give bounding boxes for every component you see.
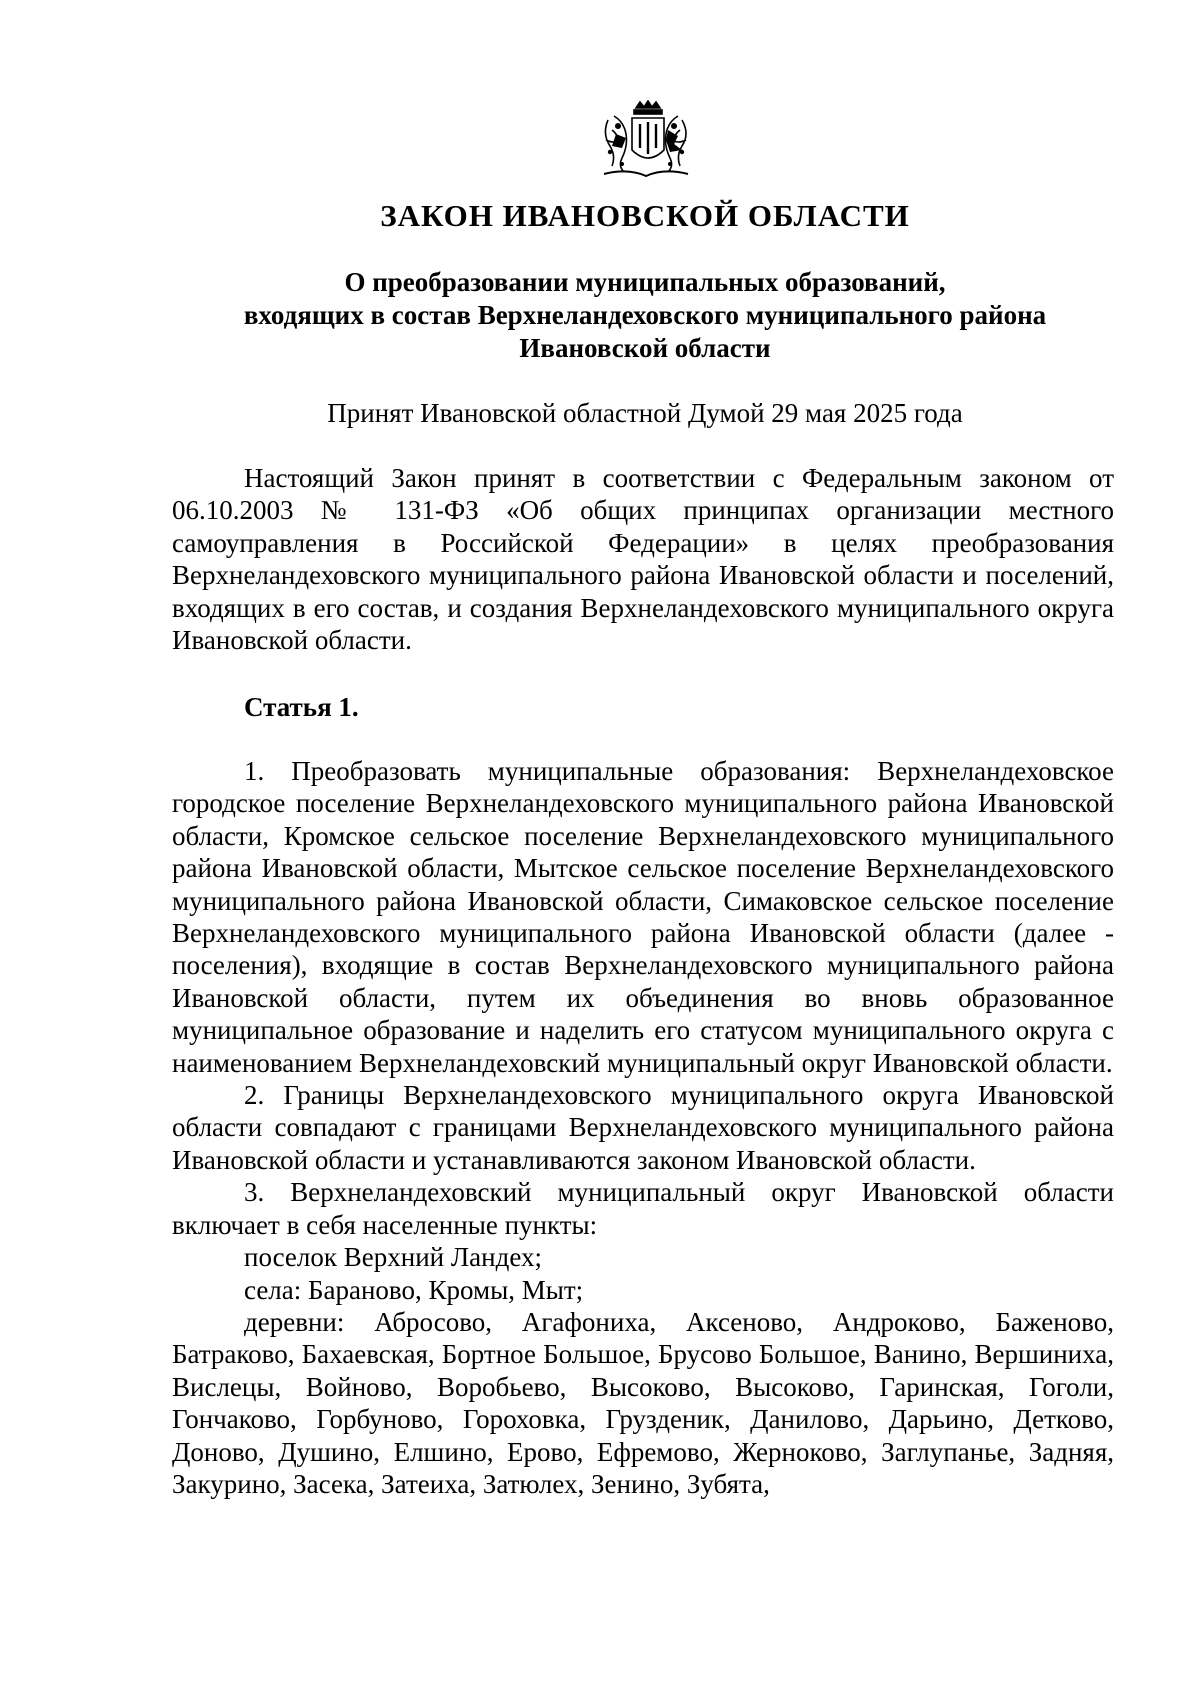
adoption-note: Принят Ивановской областной Думой 29 мая 2025 года [327,398,963,428]
preamble [172,462,1114,656]
article-paragraph: 2. Границы Верхнеландеховского муниципального округа Ивановской области совпадают с границами Верхнеландеховского муниципального района Ивановской области и устанавливаются законом Ивановской области. [172,1080,1114,1175]
article-paragraph: поселок Верхний Ландех; [244,1242,542,1273]
article-paragraph: деревни: Абросово, Агафониха, Аксеново, Андроково, Баженово, Батраково, Бахаевская, Бортное Большое, Брусово Большое, Ванино, Вершиниха, Вислецы, Войново, Воробьево, Высоково, Высоково, Гаринская, Гоголи, Гончаково, Горбуново, Гороховка, Грузденик, Данилово, Дарьино, Детково, Доново, Душино, Елшино, Ерово, Ефремово, Жерноково, Заглупанье, Задняя, Закурино, Засека, Затеиха, Затюлех, Зенино, Зубята, [172,1306,1114,1499]
article-heading: Статья 1. [244,692,359,722]
law-title: ЗАКОН ИВАНОВСКОЙ ОБЛАСТИ [380,198,910,233]
subtitle-line: О преобразовании муниципальных образований, [344,267,946,297]
article-paragraph: 1. Преобразовать муниципальные образования: Верхнеландеховское городское поселение Верхнеландеховского муниципального района Ивановской области, Кромское сельское поселение Верхнеландеховского муниципального района Ивановской области, Мытское сельское поселение Верхнеландеховского муниципального района Ивановской области, Симаковское сельское поселение Верхнеландеховского муниципального района Ивановской области (далее - поселения), входящие в состав Верхнеландеховского муниципального района Ивановской области, путем их объединения во вновь образованное муниципальное образование и наделить его статусом муниципального округа с наименованием Верхнеландеховский муниципальный округ Ивановской области. [172,756,1114,1078]
article-paragraph: 3. Верхнеландеховский муниципальный округ Ивановской области включает в себя населенные пункты: [172,1177,1114,1240]
subtitle-line: Ивановской области [519,333,771,363]
article-paragraph: села: Бараново, Кромы, Мыт; [244,1274,584,1305]
article-body [172,755,1114,1500]
preamble-paragraph: Настоящий Закон принят в соответствии с Федеральным законом от 06.10.2003 № 131-ФЗ «Об общих принципах организации местного самоуправления в Российской Федерации» в целях преобразования Верхнеландеховского муниципального района Ивановской области и поселений, входящих в его состав, и создания Верхнеландеховского муниципального округа Ивановской области. [172,463,1114,656]
coat-of-arms-emblem [598,100,694,180]
subtitle-line: входящих в состав Верхнеландеховского муниципального района [243,300,1047,330]
law-subtitle [170,266,1120,365]
